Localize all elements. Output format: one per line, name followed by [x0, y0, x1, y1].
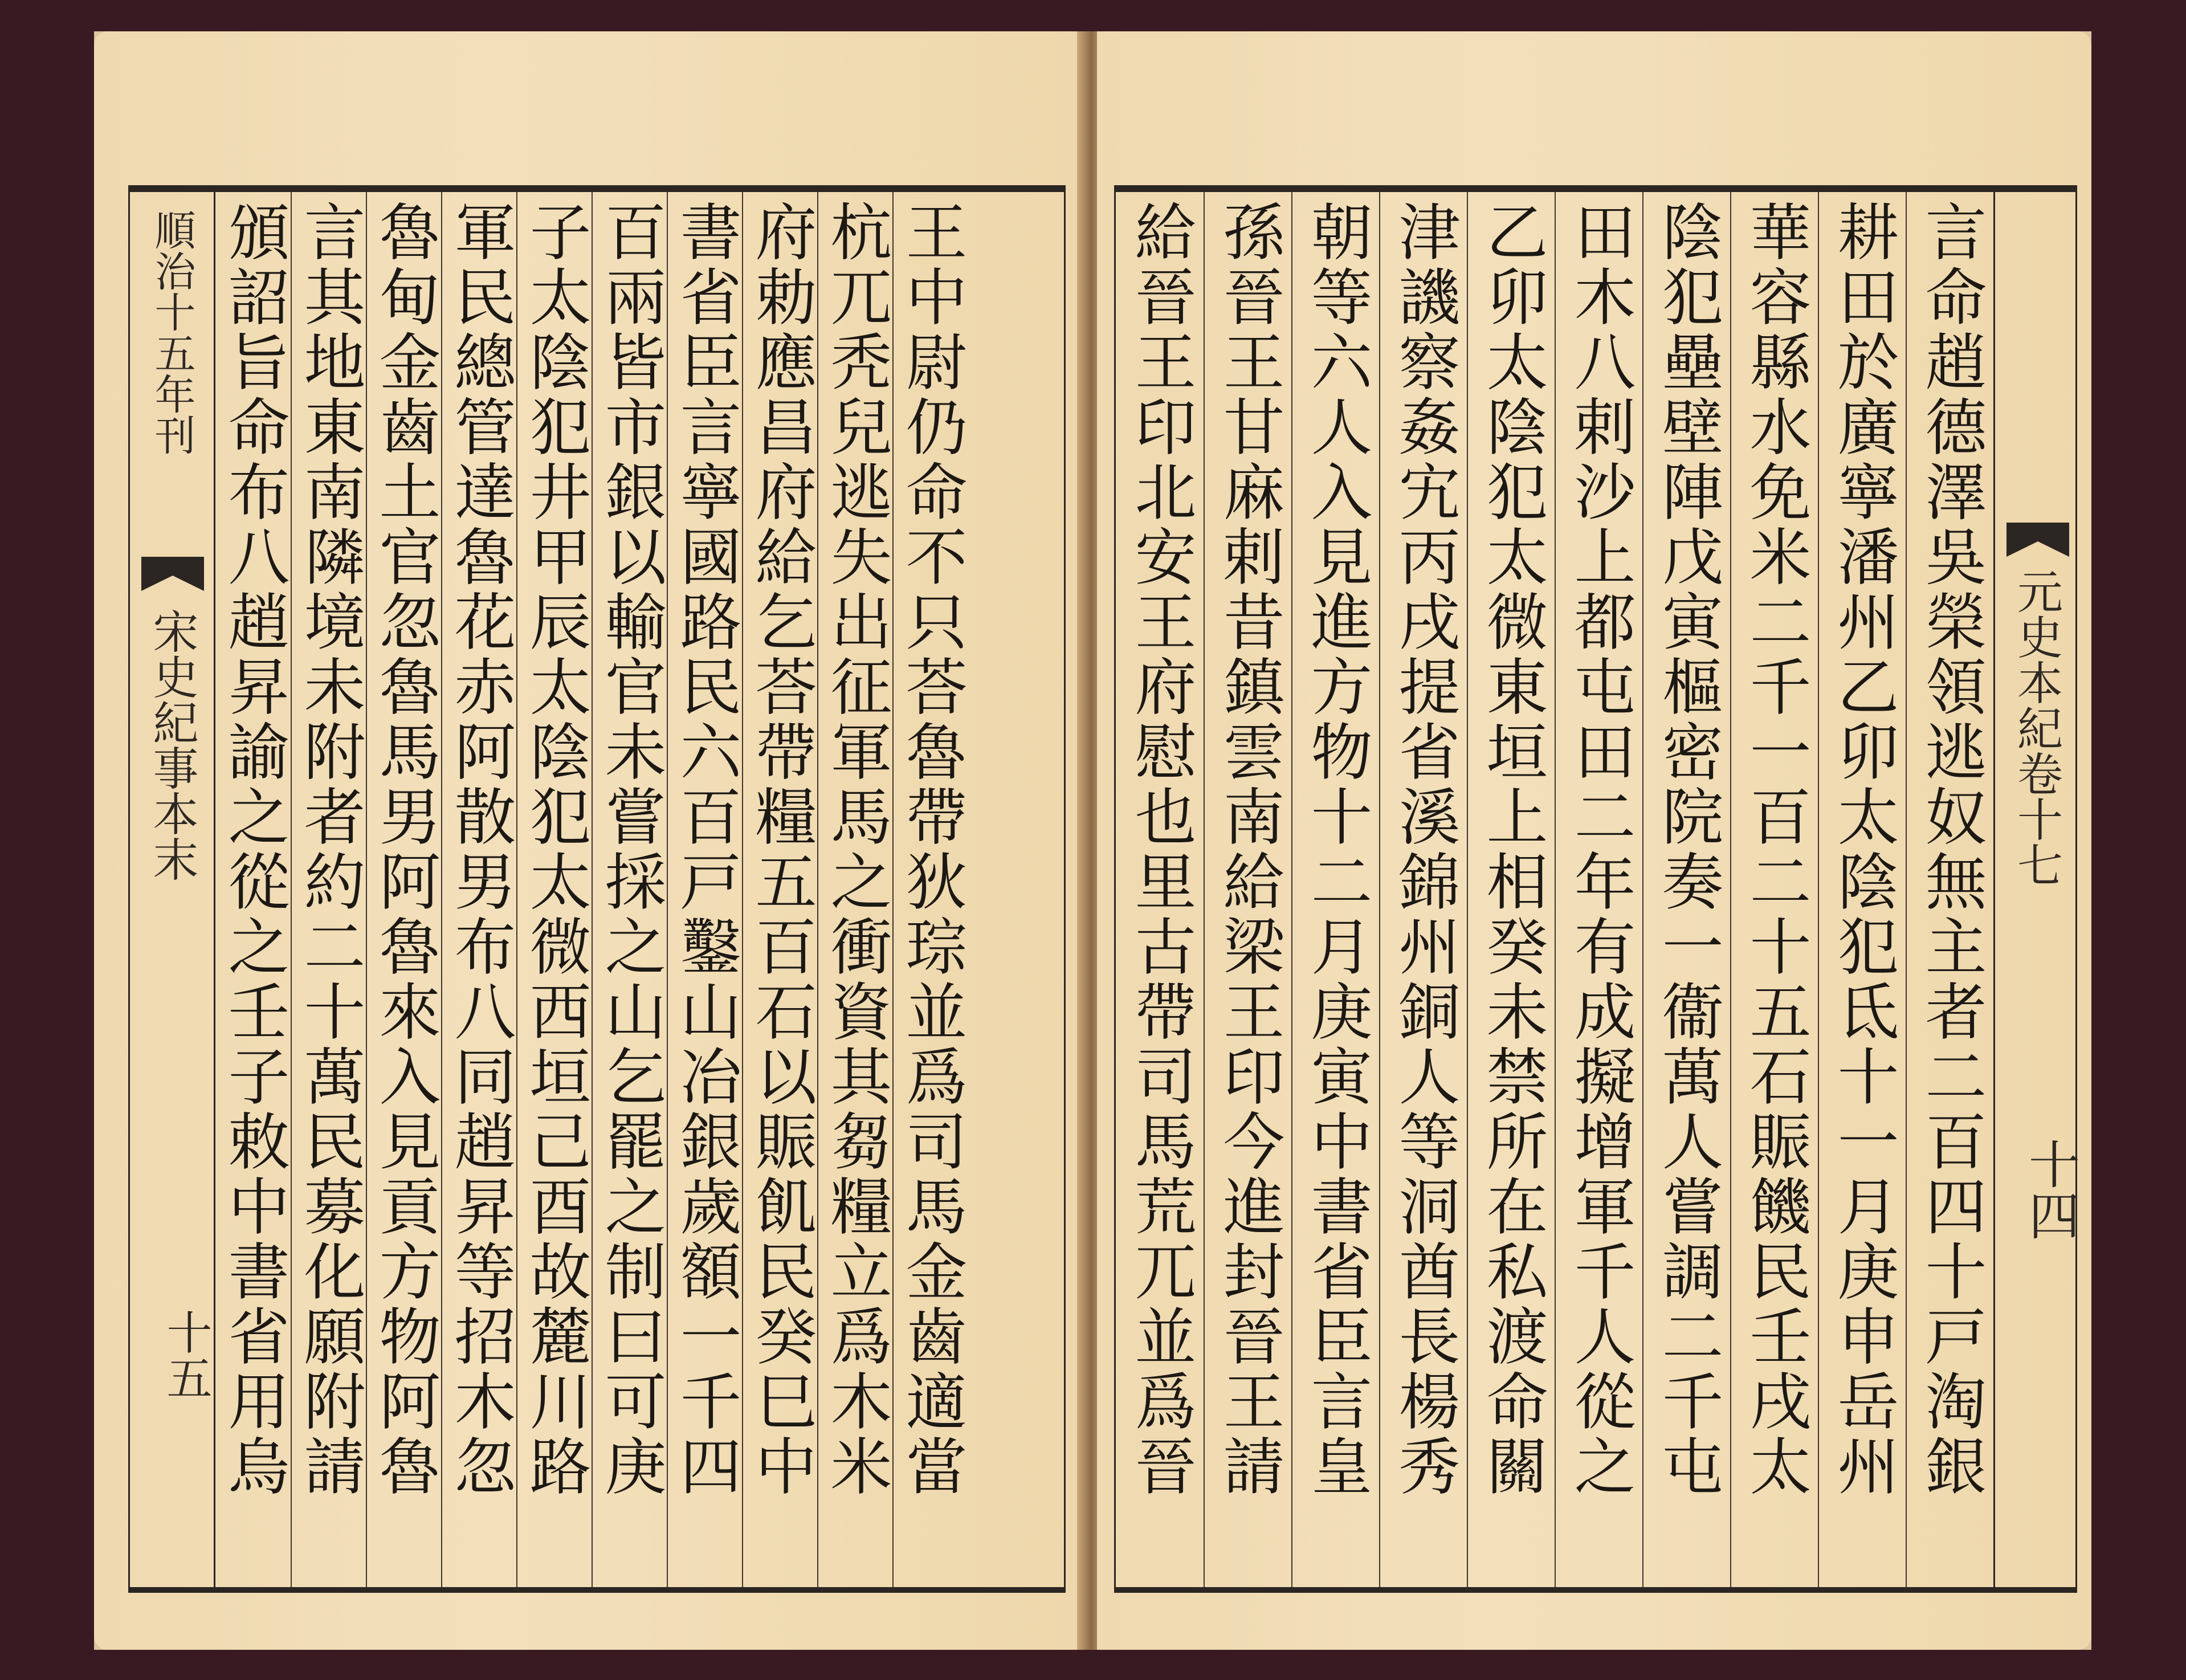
left-page — [94, 31, 1086, 1650]
column-text: 津譏察姦宄丙戌提省溪錦州銅人等洞酋長楊秀 — [1388, 200, 1459, 1499]
text-column — [1291, 192, 1379, 1587]
column-text: 言命趙德澤吳榮領逃奴無主者二百四十戸淘銀 — [1915, 200, 1986, 1499]
text-column — [742, 192, 817, 1587]
column-text: 朝等六人入見進方物十二月庚寅中書省臣言皇 — [1300, 200, 1372, 1499]
text-column — [667, 192, 742, 1587]
column-text: 耕田於廣寧潘州乙卯太陰犯氐十一月庚申岳州 — [1827, 200, 1898, 1499]
column-text: 華容縣水免米二千一百二十五石賑饑民壬戌太 — [1739, 200, 1810, 1499]
page-number: 十四 — [2020, 1138, 2079, 1241]
column-text: 頒詔旨命布八趙昇諭之從之壬子敕中書省用烏 — [218, 200, 289, 1499]
column-text: 魯甸金齒土官忽魯馬男阿魯來入見貢方物阿魯 — [369, 200, 440, 1499]
page-number: 十五 — [159, 1309, 212, 1400]
fishtail-mark — [141, 557, 204, 591]
column-text: 書省臣言寧國路民六百戸鑿山冶銀歲額一千四 — [670, 200, 741, 1499]
right-page-center-margin — [1993, 192, 2077, 1587]
text-column — [1555, 192, 1642, 1587]
left-text-frame — [128, 185, 1066, 1593]
column-text: 子太陰犯井甲辰太陰犯太微西垣己酉故麓川路 — [519, 200, 590, 1499]
right-page — [1097, 31, 2091, 1650]
text-column — [215, 192, 291, 1587]
column-text: 田木八剌沙上都屯田二年有成擬增軍千人從之 — [1564, 200, 1635, 1499]
book-title: 宋史紀事本末 — [145, 608, 198, 882]
text-column — [1730, 192, 1818, 1587]
column-text: 乙卯太陰犯太微東垣上相癸未禁所在私渡命關 — [1476, 200, 1547, 1499]
text-column — [366, 192, 441, 1587]
column-text: 陰犯壘壁陣戊寅樞密院奏一衞萬人嘗調二千屯 — [1651, 200, 1723, 1499]
edition-label: 順治十五年刊 — [148, 209, 196, 455]
column-text: 言其地東南隣境未附者約二十萬民募化願附請 — [293, 200, 365, 1499]
text-column — [817, 192, 892, 1587]
text-column — [1467, 192, 1555, 1587]
text-column — [1116, 192, 1204, 1587]
column-text: 孫晉王甘麻剌昔鎮雲南給梁王印今進封晉王請 — [1213, 200, 1284, 1499]
left-page-center-margin — [130, 192, 215, 1587]
column-text: 杭兀秃兒逃失出征軍馬之衝資其芻糧立爲木米 — [820, 200, 891, 1499]
text-column — [1379, 192, 1467, 1587]
text-column — [1906, 192, 1993, 1587]
text-column — [516, 192, 592, 1587]
text-column — [1642, 192, 1730, 1587]
text-column — [291, 192, 366, 1587]
text-column — [1204, 192, 1291, 1587]
column-text: 王中尉仍命不只荅魯帶狄琮並爲司馬金齒適當 — [895, 200, 966, 1499]
text-column — [1818, 192, 1906, 1587]
open-book — [94, 31, 2091, 1650]
left-fore-margin-blank — [968, 192, 1062, 1587]
column-text: 軍民總管達魯花赤阿散男布八同趙昇等招木忽 — [444, 200, 515, 1499]
text-column — [441, 192, 516, 1587]
book-title: 元史本紀卷十七 — [2009, 568, 2063, 887]
right-text-frame — [1114, 185, 2077, 1593]
text-column — [592, 192, 667, 1587]
column-text: 給晉王印北安王府慰也里古帶司馬荒兀並爲晉 — [1124, 200, 1196, 1499]
column-text: 百兩皆市銀以輸官未嘗採之山乞罷之制曰可庚 — [594, 200, 666, 1499]
column-text: 府勅應昌府給乞荅帶糧五百石以賑飢民癸巳中 — [745, 200, 816, 1499]
fishtail-mark — [2006, 523, 2069, 557]
text-column — [892, 192, 968, 1587]
